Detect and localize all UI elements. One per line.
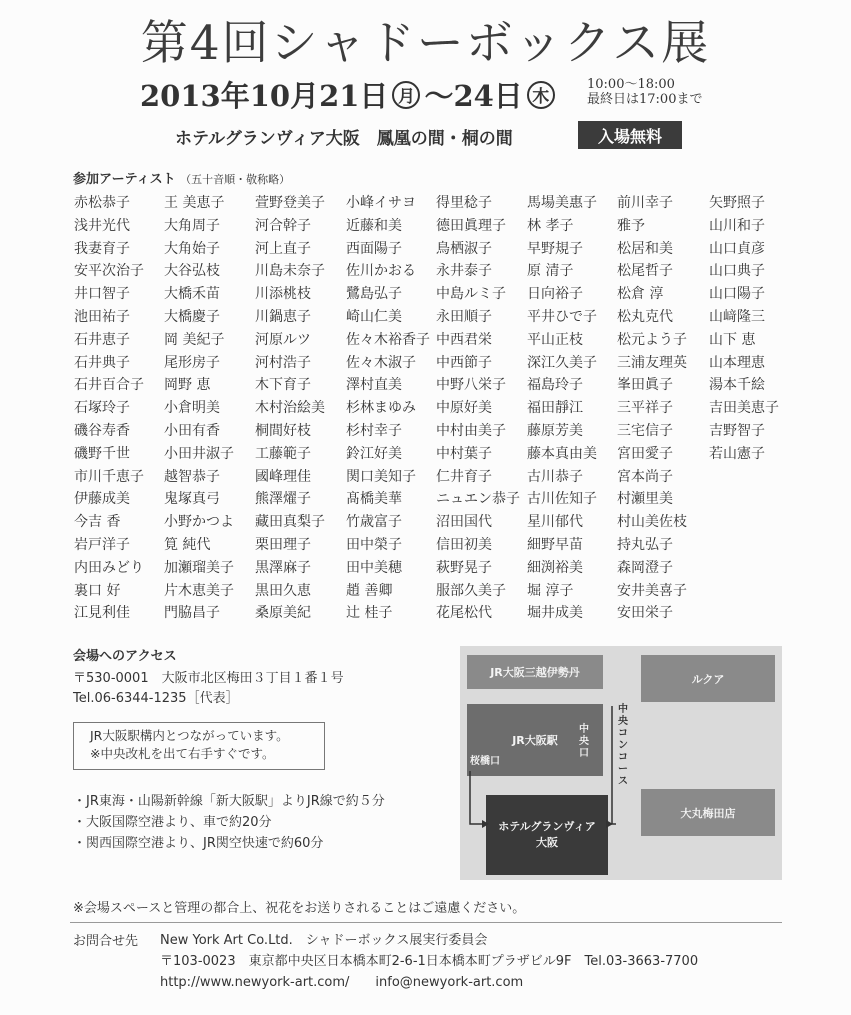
artist-name: 細渕裕美 bbox=[527, 559, 583, 576]
artist-name: 磯野千世 bbox=[74, 445, 130, 462]
artist-name: 門脇昌子 bbox=[164, 605, 220, 622]
contact-details bbox=[160, 930, 698, 993]
artist-name: 花尾松代 bbox=[436, 605, 492, 622]
artists-heading bbox=[73, 168, 290, 187]
artist-name: 河原ルツ bbox=[255, 331, 311, 348]
route-item: ・大阪国際空港より、車で約20分 bbox=[73, 815, 272, 830]
artist-name: 浅井光代 bbox=[74, 217, 130, 234]
artist-name: 永井泰子 bbox=[436, 263, 492, 280]
artist-name: 萩野晃子 bbox=[436, 559, 492, 576]
artist-name: 中村葉子 bbox=[436, 445, 492, 462]
artist-name: 河村浩子 bbox=[255, 354, 311, 371]
hotel-label: ホテルグランヴィア大阪 bbox=[498, 820, 596, 849]
artist-column bbox=[617, 192, 713, 625]
artist-column bbox=[527, 192, 623, 625]
artist-name: 鈴江好美 bbox=[346, 445, 402, 462]
artist-name: 河合幹子 bbox=[255, 217, 311, 234]
connection-line-2: ※中央改札を出て右手すぐです。 bbox=[90, 746, 275, 761]
artist-name: 伊藤成美 bbox=[74, 491, 130, 508]
artist-name: 日向裕子 bbox=[527, 286, 583, 303]
venue-address bbox=[73, 669, 344, 709]
artist-name: 信田初美 bbox=[436, 536, 492, 553]
artist-name: 川島未奈子 bbox=[255, 263, 325, 280]
artist-name: 前川幸子 bbox=[617, 195, 673, 211]
artist-name: 市川千恵子 bbox=[74, 468, 144, 485]
event-dates bbox=[140, 74, 557, 115]
artist-name: 鷺島弘子 bbox=[346, 286, 402, 303]
artist-name: 近藤和美 bbox=[346, 217, 402, 234]
flower-notice: ※会場スペースと管理の都合上、祝花をお送りされることはご遠慮ください。 bbox=[73, 901, 526, 916]
artist-name: 川添桃枝 bbox=[255, 286, 311, 303]
map-sakurabashi-exit: 桜橋口 bbox=[470, 756, 500, 767]
artist-name: 宮本尚子 bbox=[617, 468, 673, 485]
artist-name: 大橋禾苗 bbox=[164, 286, 220, 303]
artist-name: 磯谷寿香 bbox=[74, 422, 130, 439]
artist-name: 黒田久恵 bbox=[255, 582, 311, 599]
artist-name: 松丸克代 bbox=[617, 308, 673, 325]
artist-name: ニュエン恭子 bbox=[436, 491, 520, 508]
artist-name: 安田栄子 bbox=[617, 605, 673, 622]
artist-name: 山口貞彦 bbox=[709, 240, 765, 257]
artist-name: 今吉 香 bbox=[74, 514, 121, 531]
artist-name: 仁井育子 bbox=[436, 468, 492, 485]
artist-name: 栗田理子 bbox=[255, 536, 311, 553]
artist-name: 宮田愛子 bbox=[617, 445, 673, 462]
venue-name: ホテルグランヴィア大阪 鳳凰の間・桐の間 bbox=[175, 129, 513, 149]
artist-name: 杉村幸子 bbox=[346, 422, 402, 439]
artist-name: 服部久美子 bbox=[436, 582, 506, 599]
artist-name: 松元よう子 bbox=[617, 331, 687, 348]
artist-name: 山﨑隆三 bbox=[709, 308, 765, 325]
artist-name: 田中榮子 bbox=[346, 536, 402, 553]
artist-name: 小田有香 bbox=[164, 422, 220, 439]
artist-name: 中原好美 bbox=[436, 400, 492, 417]
artist-name: 持丸弘子 bbox=[617, 536, 673, 553]
end-date: 〜24日 bbox=[424, 79, 523, 113]
artist-name: 桑原美紀 bbox=[255, 605, 311, 622]
artist-column bbox=[164, 192, 260, 625]
artist-name: 崎山仁美 bbox=[346, 308, 402, 325]
artist-name: 藤本真由美 bbox=[527, 445, 597, 462]
access-map bbox=[460, 646, 782, 880]
artist-name: 三平祥子 bbox=[617, 400, 673, 417]
event-title: 第4回シャドーボックス展 bbox=[140, 16, 711, 71]
map-block-lucua: ルクア bbox=[641, 655, 775, 702]
artist-name: 平山正枝 bbox=[527, 331, 583, 348]
start-date: 2013年10月21日 bbox=[140, 79, 389, 113]
artist-name: 吉田美恵子 bbox=[709, 400, 779, 417]
artist-name: 江見利佳 bbox=[74, 605, 130, 622]
artist-name: 堀井成美 bbox=[527, 605, 583, 622]
artist-name: 若山憲子 bbox=[709, 445, 765, 462]
artist-name: 佐川かおる bbox=[346, 263, 416, 280]
artist-name: 星川郁代 bbox=[527, 514, 583, 531]
contact-organization: New York Art Co.Ltd. シャドーボックス展実行委員会 bbox=[160, 933, 488, 948]
artist-column bbox=[436, 192, 532, 625]
artist-name: 片木恵美子 bbox=[164, 582, 234, 599]
connection-line-1: JR大阪駅構内とつながっています。 bbox=[90, 728, 289, 743]
artist-name: 黒澤麻子 bbox=[255, 559, 311, 576]
artist-name: 細野早苗 bbox=[527, 536, 583, 553]
artist-name: 内田みどり bbox=[74, 559, 144, 576]
artist-name: 岩戸洋子 bbox=[74, 536, 130, 553]
station-label: JR大阪駅 bbox=[512, 734, 558, 747]
route-arrows bbox=[460, 646, 782, 880]
artist-name: 深江久美子 bbox=[527, 354, 597, 371]
start-weekday-badge: 月 bbox=[392, 81, 420, 109]
artist-name: 杉林まゆみ bbox=[346, 400, 416, 417]
artist-name: 熊澤燿子 bbox=[255, 491, 311, 508]
artist-name: 小田井淑子 bbox=[164, 445, 234, 462]
artist-name: 村山美佐枝 bbox=[617, 514, 687, 531]
map-central-exit: 中央口 bbox=[579, 724, 589, 759]
artist-name: 竹歳富子 bbox=[346, 514, 402, 531]
artist-name: 井口智子 bbox=[74, 286, 130, 303]
artist-name: 平井ひで子 bbox=[527, 308, 597, 325]
contact-label: お問合せ先 bbox=[73, 934, 139, 949]
artist-column bbox=[255, 192, 351, 625]
artist-name: 山川和子 bbox=[709, 217, 765, 234]
artist-name: 石井典子 bbox=[74, 354, 130, 371]
artist-name: 大谷弘枝 bbox=[164, 263, 220, 280]
artists-order-note: （五十音順・敬称略） bbox=[180, 173, 291, 186]
artist-name: 三浦友理英 bbox=[617, 354, 687, 371]
artist-name: 中村由美子 bbox=[436, 422, 506, 439]
artist-column bbox=[709, 192, 805, 466]
artist-name: 川鍋恵子 bbox=[255, 308, 311, 325]
artist-name: 小峰イサヨ bbox=[346, 195, 416, 211]
artist-name: 裏口 好 bbox=[74, 582, 121, 599]
artist-name: 松倉 淳 bbox=[617, 286, 664, 303]
admission-badge: 入場無料 bbox=[578, 121, 682, 149]
venue-phone: Tel.06-6344-1235［代表］ bbox=[73, 691, 239, 706]
contact-address: 〒103-0023 東京都中央区日本橋本町2-6-1日本橋本町プラザビル9F Tel.03-3663-7700 bbox=[160, 954, 699, 969]
artist-name: 木村治絵美 bbox=[255, 400, 325, 417]
artist-name: 山本理恵 bbox=[709, 354, 765, 371]
artist-column bbox=[74, 192, 170, 625]
artist-column bbox=[346, 192, 442, 625]
route-item: ・JR東海・山陽新幹線「新大阪駅」よりJR線で約５分 bbox=[73, 794, 385, 809]
opening-hours bbox=[587, 77, 702, 107]
artist-name: 安井美喜子 bbox=[617, 582, 687, 599]
artist-name: 関口美知子 bbox=[346, 468, 416, 485]
artist-name: 筧 純代 bbox=[164, 536, 211, 553]
artist-name: 桐間好枝 bbox=[255, 422, 311, 439]
artist-name: 早野規子 bbox=[527, 240, 583, 257]
artist-name: 石井恵子 bbox=[74, 331, 130, 348]
map-block-mitsukoshi: JR大阪三越伊勢丹 bbox=[467, 655, 603, 689]
artist-name: 鬼塚真弓 bbox=[164, 491, 220, 508]
artist-name: 池田祐子 bbox=[74, 308, 130, 325]
artist-name: 矢野照子 bbox=[709, 195, 765, 211]
artist-name: 峯田眞子 bbox=[617, 377, 673, 394]
artist-name: 山下 恵 bbox=[709, 331, 756, 348]
artist-name: 古川佐知子 bbox=[527, 491, 597, 508]
artist-name: 小野かつよ bbox=[164, 514, 234, 531]
artist-name: 田中美穂 bbox=[346, 559, 402, 576]
artist-name: 小倉明美 bbox=[164, 400, 220, 417]
artist-name: 工藤範子 bbox=[255, 445, 311, 462]
artist-name: 湯本千絵 bbox=[709, 377, 765, 394]
artist-name: 林 孝子 bbox=[527, 217, 574, 234]
artist-name: 石井百合子 bbox=[74, 377, 144, 394]
artist-name: 古川恭子 bbox=[527, 468, 583, 485]
artist-name: 尾形房子 bbox=[164, 354, 220, 371]
artist-name: 得里稔子 bbox=[436, 195, 492, 211]
artist-name: 三宅信子 bbox=[617, 422, 673, 439]
artist-name: 吉野智子 bbox=[709, 422, 765, 439]
artist-name: 村瀬里美 bbox=[617, 491, 673, 508]
artist-name: 中西君栄 bbox=[436, 331, 492, 348]
artist-name: 中西節子 bbox=[436, 354, 492, 371]
artist-name: 山口典子 bbox=[709, 263, 765, 280]
artist-name: 赤松恭子 bbox=[74, 195, 130, 211]
artist-name: 河上直子 bbox=[255, 240, 311, 257]
hours-final-day: 最終日は17:00まで bbox=[587, 92, 703, 107]
artist-name: 萱野登美子 bbox=[255, 195, 325, 211]
artists-heading-label: 参加アーティスト bbox=[73, 172, 176, 187]
postal-address: 〒530-0001 大阪市北区梅田３丁目１番１号 bbox=[73, 671, 344, 686]
artist-name: 大角周子 bbox=[164, 217, 220, 234]
access-heading: 会場へのアクセス bbox=[73, 649, 177, 664]
artist-name: 松尾哲子 bbox=[617, 263, 673, 280]
artist-name: 我妻育子 bbox=[74, 240, 130, 257]
artist-name: 原 清子 bbox=[527, 263, 574, 280]
artist-name: 沼田国代 bbox=[436, 514, 492, 531]
route-item: ・関西国際空港より、JR関空快速で約60分 bbox=[73, 836, 324, 851]
artist-name: 中野八栄子 bbox=[436, 377, 506, 394]
artist-name: 木下育子 bbox=[255, 377, 311, 394]
artist-name: 中島ルミ子 bbox=[436, 286, 506, 303]
contact-web-email: http://www.newyork-art.com/ info@newyork-art.com bbox=[160, 975, 524, 990]
artist-name: 髙橋美華 bbox=[346, 491, 402, 508]
artist-name: 森岡澄子 bbox=[617, 559, 673, 576]
artist-name: 澤村直美 bbox=[346, 377, 402, 394]
artist-name: 佐々木淑子 bbox=[346, 354, 416, 371]
artist-name: 雅予 bbox=[617, 217, 645, 234]
map-block-daimaru: 大丸梅田店 bbox=[641, 789, 775, 836]
artist-name: 堀 淳子 bbox=[527, 582, 574, 599]
artist-name: 福島玲子 bbox=[527, 377, 583, 394]
station-connection-note bbox=[73, 722, 325, 770]
artist-name: 國峰理佳 bbox=[255, 468, 311, 485]
artist-name: 永田順子 bbox=[436, 308, 492, 325]
hours-regular: 10:00〜18:00 bbox=[587, 77, 675, 92]
artist-name: 松居和美 bbox=[617, 240, 673, 257]
artist-name: 岡野 恵 bbox=[164, 377, 211, 394]
artist-name: 石塚玲子 bbox=[74, 400, 130, 417]
artist-name: 安平次治子 bbox=[74, 263, 144, 280]
artist-name: 福田靜江 bbox=[527, 400, 583, 417]
artist-name: 岡 美紀子 bbox=[164, 331, 225, 348]
artist-name: 藏田真梨子 bbox=[255, 514, 325, 531]
artist-name: 辻 桂子 bbox=[346, 605, 393, 622]
artist-name: 佐々木裕香子 bbox=[346, 331, 430, 348]
artist-name: 鳥栖淑子 bbox=[436, 240, 492, 257]
artist-name: 山口陽子 bbox=[709, 286, 765, 303]
artist-name: 大角始子 bbox=[164, 240, 220, 257]
artist-name: 西面陽子 bbox=[346, 240, 402, 257]
artist-name: 藤原芳美 bbox=[527, 422, 583, 439]
artist-name: 越智恭子 bbox=[164, 468, 220, 485]
divider bbox=[70, 922, 782, 923]
artist-name: 王 美恵子 bbox=[164, 195, 225, 211]
artist-name: 趙 善卿 bbox=[346, 582, 393, 599]
artist-name: 加瀬瑠美子 bbox=[164, 559, 234, 576]
map-concourse-label: 中央コンコース bbox=[618, 704, 628, 787]
artist-name: 大橋慶子 bbox=[164, 308, 220, 325]
route-list bbox=[73, 791, 385, 854]
artist-name: 德田眞理子 bbox=[436, 217, 506, 234]
artist-name: 馬場美惠子 bbox=[527, 195, 597, 211]
end-weekday-badge: 木 bbox=[527, 81, 555, 109]
